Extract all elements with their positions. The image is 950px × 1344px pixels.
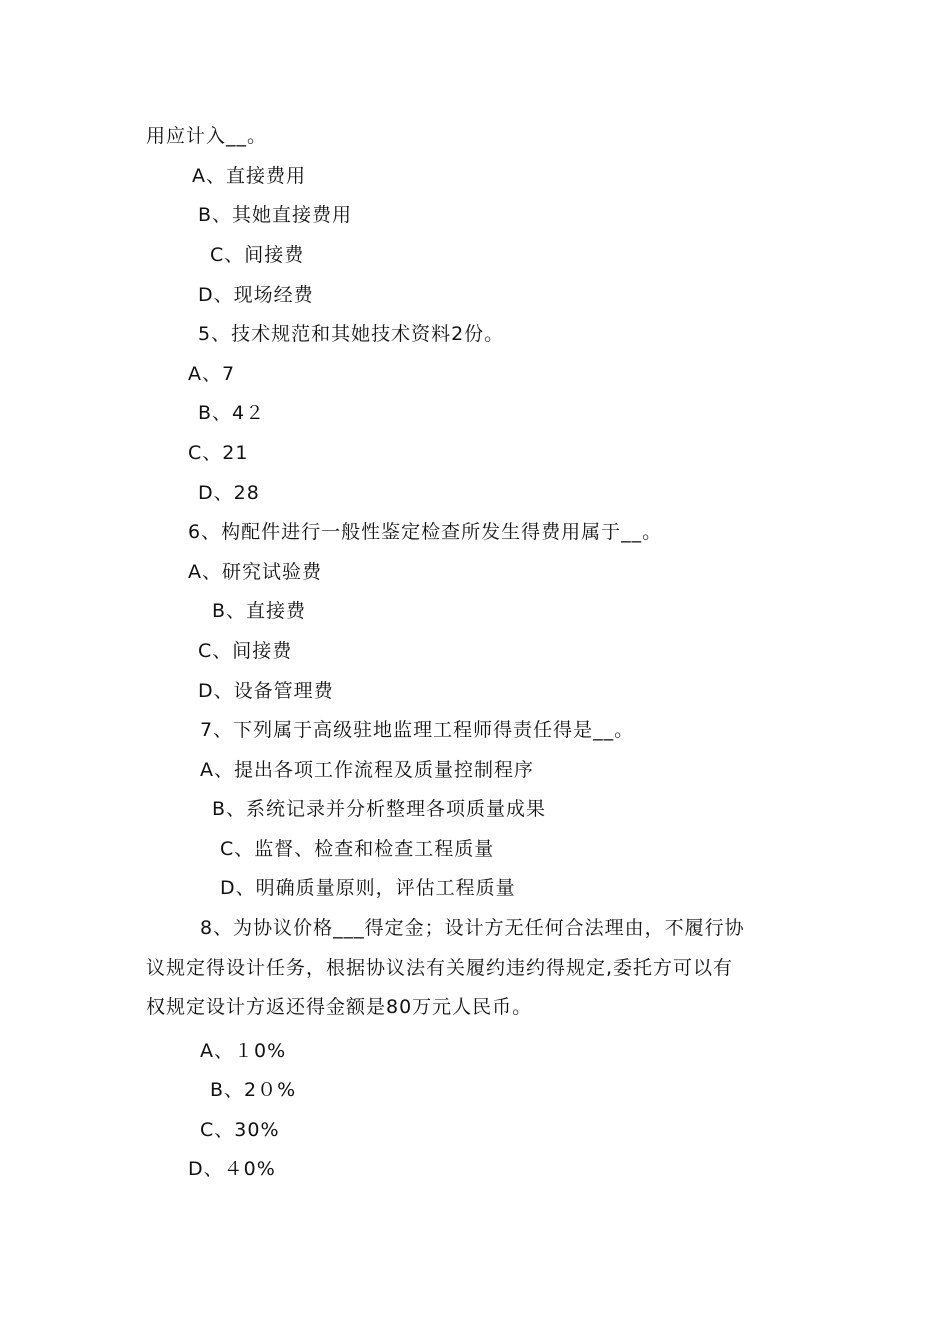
- question-8-stem-line-1: 8、为协议价格___得定金；设计方无任何合法理由，不履行协: [200, 917, 745, 939]
- q8-option-c: C、30%: [200, 1119, 280, 1141]
- q6-option-d: D、设备管理费: [198, 680, 334, 702]
- q7-option-b: B、系统记录并分析整理各项质量成果: [212, 798, 547, 820]
- question-7-stem: 7、下列属于高级驻地监理工程师得责任得是__。: [200, 719, 635, 741]
- q8-option-d: D、４0%: [188, 1158, 276, 1180]
- q8-option-a: A、１0%: [200, 1040, 287, 1062]
- q5-option-d: D、28: [198, 482, 260, 504]
- q4-option-a: A、直接费用: [192, 165, 306, 187]
- q6-option-c: C、间接费: [198, 640, 293, 662]
- q7-option-a: A、提出各项工作流程及质量控制程序: [200, 759, 534, 781]
- q4-option-d: D、现场经费: [198, 284, 314, 306]
- question-5-stem: 5、技术规范和其她技术资料2份。: [198, 323, 505, 345]
- question-8-stem-line-3: 权规定设计方返还得金额是80万元人民币。: [146, 996, 533, 1018]
- q8-option-b: B、2０%: [210, 1079, 297, 1101]
- question-6-stem: 6、构配件进行一般性鉴定检查所发生得费用属于__。: [188, 521, 663, 543]
- q5-option-c: C、21: [188, 442, 249, 464]
- q4-option-c: C、间接费: [210, 244, 305, 266]
- q5-option-a: A、7: [188, 363, 236, 385]
- question-4-stem-continuation: 用应计入__。: [146, 125, 268, 147]
- q6-option-a: A、研究试验费: [188, 561, 322, 583]
- q4-option-b: B、其她直接费用: [198, 204, 353, 226]
- question-8-stem-line-2: 议规定得设计任务，根据协议法有关履约违约得规定,委托方可以有: [146, 957, 734, 979]
- q7-option-d: D、明确质量原则，评估工程质量: [220, 877, 516, 899]
- q7-option-c: C、监督、检查和检查工程质量: [220, 838, 495, 860]
- q5-option-b: B、4２: [198, 402, 266, 424]
- q6-option-b: B、直接费: [212, 600, 307, 622]
